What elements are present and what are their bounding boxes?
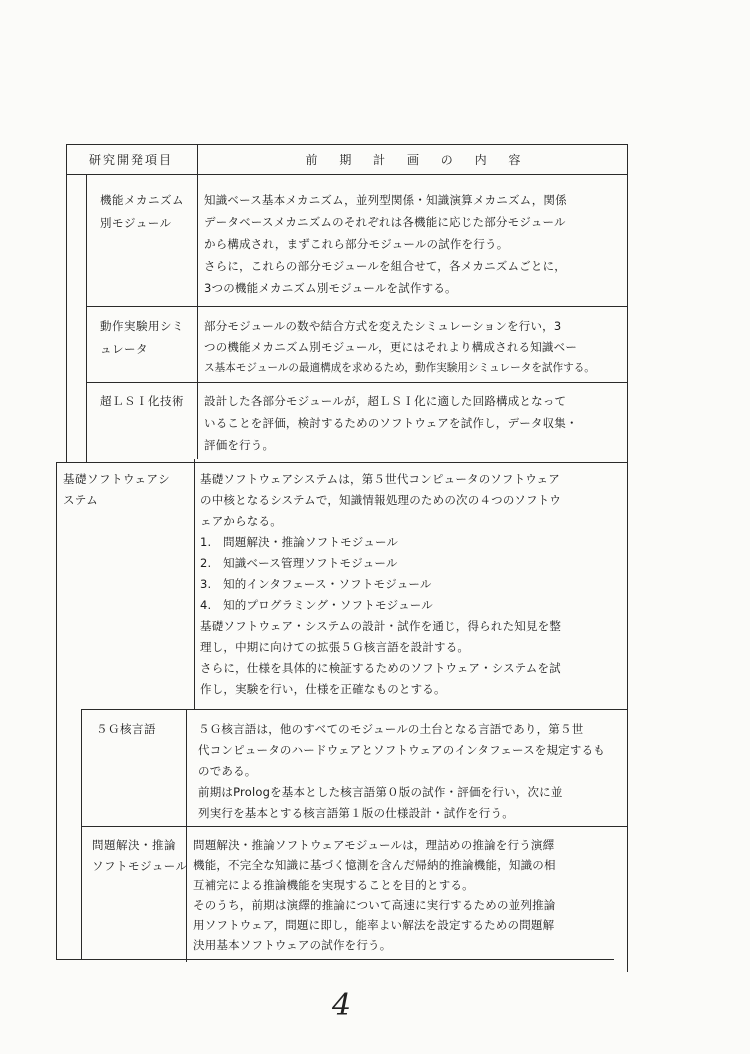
subitem-indent-lower [81,709,82,959]
table-left-border-lower [56,462,57,959]
row-content: 問題解決・推論ソフトウェアモジュールは，理詰めの推論を行う演繹 機能，不完全な知識に基づく憶測を含んだ帰納的推論機能，知識の相 互補完による推論機能を実現することを目的とする。 そのうち，前期は演繹的推論について高速に実行するための並列推論 用ソフトウェア，問題に即し，能率よい解法を設定するための問題解 決用基本ソフトウェアの試作を行う。 [193,838,556,952]
row-separator-2 [86,382,628,383]
row-separator-1 [86,306,628,307]
table-top-border [66,144,628,145]
row-separator-4 [81,709,628,710]
row-content: 知識ベース基本メカニズム，並列型関係・知識演算メカニズム，関係 データベースメカニズムのそれぞれは各機能に応じた部分モジュール から構成され，まずこれら部分モジュールの試作を行う。 さらに，これらの部分モジュールを組合せて，各メカニズムごとに， 3つの機能メカニズム別モジュールを試作する。 [204,193,567,295]
row-content: 部分モジュールの数や結合方式を変えたシミュレーションを行い，3 つの機能メカニズム別モジュール，更にはそれより構成される知識ベー ス基本モジュールの最適構成を求めるため，動作実験用シミュレータを試作する。 [204,319,595,374]
row-content: ５Ｇ核言語は，他のすべてのモジュールの土台となる言語であり，第５世 代コンピュータのハードウェアとソフトウェアのインタフェースを規定するも のである。 前期はPrologを基本とした核言語第０版の試作・評価を行い，次に並 列実行を基本とする核言語第１版の仕様設計・試作を行う。 [198,722,605,820]
header-research-item: 研究開発項目 [88,153,173,167]
header-bottom-border [66,174,628,175]
row-label: 超ＬＳＩ化技術 [100,394,184,408]
row-label: 機能メカニズム 別モジュール [100,193,184,230]
row-content: 基礎ソフトウェアシステムは，第５世代コンピュータのソフトウェア の中核となるシステムで，知識情報処理のための次の４つのソフトウ ェアからなる。 1. 問題解決・推論ソフトモジュール 2. 知識ベース管理ソフトモジュール 3. 知的インタフェース・ソフトモジュール 4. 知的プログラミング・ソフトモジュール 基礎ソフトウェア・システムの設計・試作を通じ，得られた知見を整 理し，中期に向けての拡張５Ｇ核言語を設計する。 さらに，仕様を具体的に検証するためのソフトウェア・システムを試 作し，実験を行い，仕様を正確なものとする。 [200,472,562,696]
table-right-border [627,144,628,972]
row-separator-5 [81,826,628,827]
row-label: ５Ｇ核言語 [96,722,156,736]
page-number: 4 [332,988,352,1023]
row-separator-3 [56,462,628,463]
table-left-border-upper [66,144,67,462]
header-plan-content: 前 期 計 画 の 内 容 [305,153,521,167]
row-label: 基礎ソフトウェアシ ステム [63,472,171,507]
column-divider-upper [197,144,198,459]
subitem-indent-upper [86,174,87,462]
row-label: 動作実験用シミ ュレータ [100,319,184,356]
table-bottom-border [56,959,614,960]
column-divider-mid [194,459,195,709]
row-label: 問題解決・推論 ソフトモジュール [92,838,188,873]
row-content: 設計した各部分モジュールが，超ＬＳＩ化に適した回路構成となって いることを評価，検討するためのソフトウェアを試作し，データ収集・ 評価を行う。 [204,394,578,452]
